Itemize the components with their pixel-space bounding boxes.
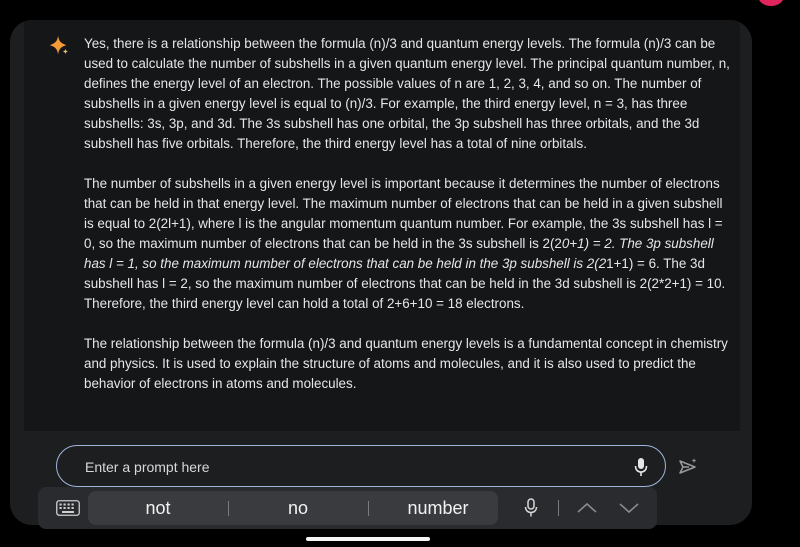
divider [558, 500, 559, 516]
suggestion-no[interactable]: no [287, 498, 309, 518]
suggestion-not[interactable]: not [145, 498, 171, 518]
response-italic-segment: 0+1) = 2. The 3p subshell has l = 1, so the maximum number of electrons that can be held in the 3p subshell is 2(2 [84, 236, 714, 271]
divider [228, 501, 229, 516]
prompt-box[interactable] [56, 445, 666, 487]
keyboard-suggestion-bar [38, 487, 657, 529]
response-text-segment: The number of subshells in a given energy level is important because it determines the number of electrons that can be held in that energy level. The maximum number of electrons that can be held in a given subshell is equal to 2(2l+1), where l is the angular momentum quantum number. For example, the 3s subshell has l = 0, so the maximum number of electrons that can be held in the 3s subshell is 2(2 [84, 176, 723, 251]
chevron-up-icon[interactable] [576, 500, 598, 516]
chevron-down-icon[interactable] [618, 500, 640, 516]
send-icon[interactable] [678, 457, 698, 477]
divider [368, 501, 369, 516]
suggestion-number[interactable]: number [407, 498, 469, 518]
response-card [24, 20, 740, 431]
response-paragraph: Yes, there is a relationship between the formula (n)/3 and quantum energy levels. The formula (n)/3 can be used to calculate the number of subshells in a given quantum energy level. The principal quantum number, n, defines the energy level of an electron. The possible values of n are 1, 2, 3, 4, and so on. The number of subshells in a given energy level is equal to (n)/3. For example, the third energy level, n = 3, has three subshells: 3s, 3p, and 3d. The 3s subshell has one orbital, the 3p subshell has three orbitals, and the 3d subshell has five orbitals. Therefore, the third energy level has a total of nine orbitals. [84, 36, 730, 151]
microphone-icon[interactable] [633, 457, 649, 477]
response-paragraph [84, 174, 732, 314]
response-text [84, 34, 732, 414]
keyboard-microphone-icon[interactable] [524, 498, 538, 518]
response-paragraph: The relationship between the formula (n)/3 and quantum energy levels is a fundamental concept in chemistry and physics. It is used to explain the structure of atoms and molecules, and it is also used to predict the behavior of electrons in atoms and molecules. [84, 336, 728, 391]
prompt-input[interactable] [83, 455, 607, 479]
chat-panel [10, 20, 752, 525]
sparkle-icon [48, 35, 70, 57]
home-indicator[interactable] [306, 537, 430, 541]
suggestion-strip [88, 491, 498, 525]
notification-badge [758, 0, 784, 6]
keyboard-icon[interactable] [56, 500, 80, 516]
response-text-segment: 1+1) = 6. The 3d subshell has l = 2, so the maximum number of electrons that can be held in the 3d subshell is 2(2*2+1) = 10. Therefore, the third energy level can hold a total of 2+6+10 = 18 electrons. [84, 256, 726, 311]
